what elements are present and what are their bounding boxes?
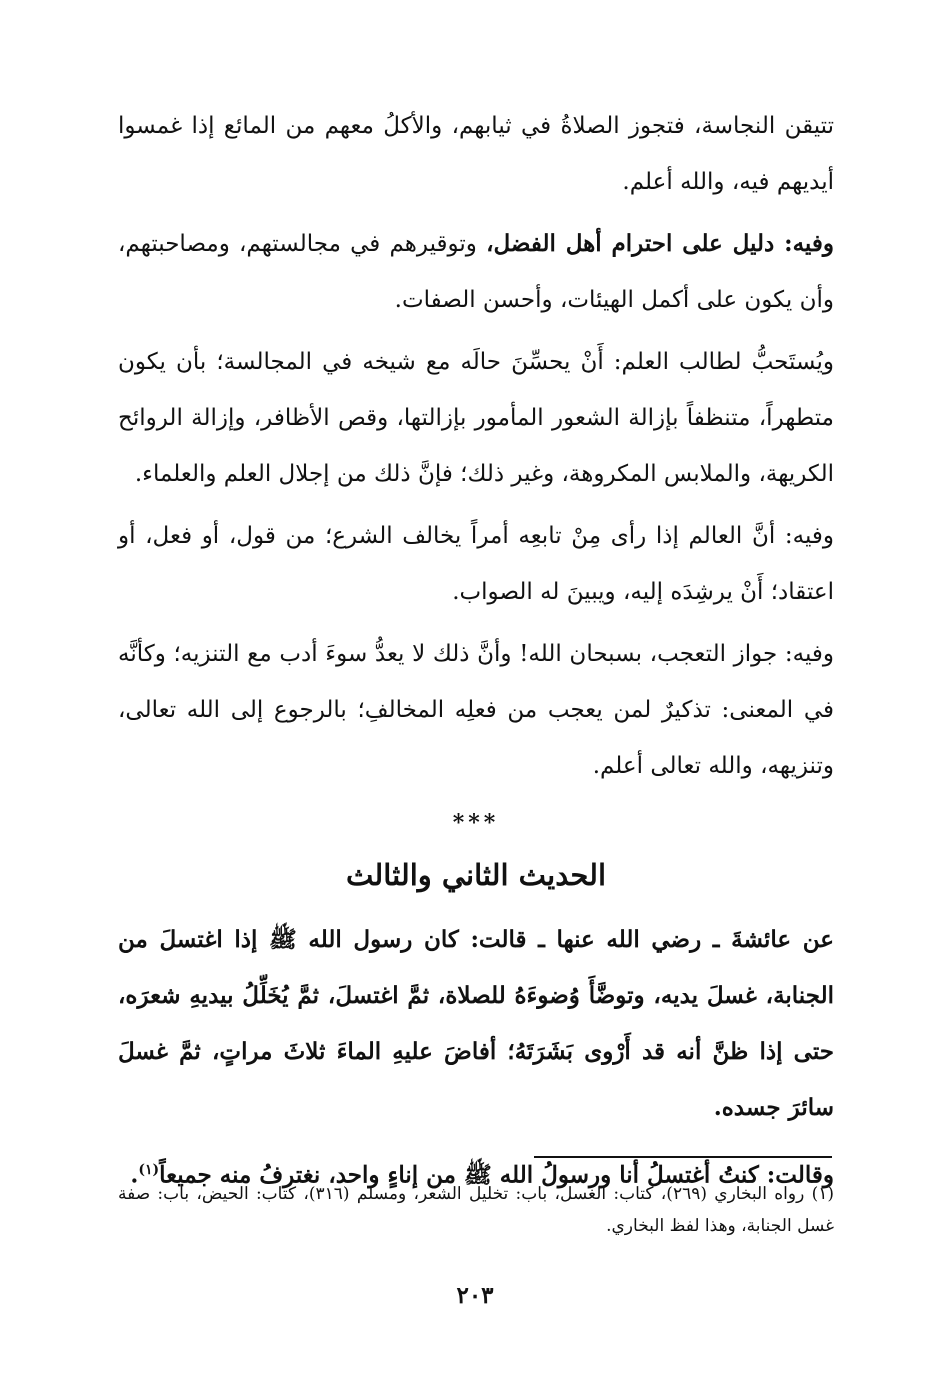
paragraph-4: وفيه: أنَّ العالم إذا رأى مِنْ تابعِه أمراً يخالف الشرع؛ من قول، أو فعل، أو اعتقاد؛ أَنْ يرشِدَه إليه، ويبينَ له الصواب. (118, 523, 834, 605)
paragraph-3: ويُستَحبُّ لطالب العلم: أَنْ يحسِّنَ حالَه مع شيخه في المجالسة؛ بأن يكون متطهراً، متنظفاً بإزالة الشعور المأمور بإزالتها، وقص الأظافر، وإزالة الروائح الكريهة، والملابس المكروهة، وغير ذلك؛ فإنَّ ذلك من إجلال العلم والعلماء. (118, 349, 834, 487)
section-heading: الحديث الثاني والثالث (345, 858, 607, 892)
footnote (118, 1178, 834, 1242)
paragraph-2 (118, 216, 834, 328)
footnote-reference[interactable]: (١) (138, 1162, 160, 1178)
paragraph-2-lead: وفيه: دليل على احترام أهل الفضل، (486, 230, 834, 257)
paragraph-2-text: وتوقيرهم في مجالستهم، ومصاحبتهم، وأن يكون على أكمل الهيئات، وأحسن الصفات. (118, 231, 834, 313)
hadith-paragraph-2-text: وقالت: كنتُ أغتسلُ أنا ورسولُ الله ﷺ من إناءٍ واحد، نغترفُ منه جميعاً (159, 1161, 834, 1189)
section-separator: *** (452, 810, 500, 836)
paragraph-5: وفيه: جواز التعجب، بسبحان الله! وأنَّ ذلك لا يعدُّ سوءَ أدب مع التنزيه؛ وكأنَّه في المعنى: تذكيرٌ لمن يعجب من فعلِه المخالفِ؛ بالرجوع إلى الله تعالى، وتنزيهه، والله تعالى أعلم. (118, 641, 834, 779)
hadith-paragraph-2-tail: . (130, 1161, 139, 1189)
paragraph-1: تتيقن النجاسة، فتجوز الصلاةُ في ثيابهم، والأكلُ معهم من المائع إذا غمسوا أيديهم فيه، والله أعلم. (118, 113, 834, 195)
hadith-paragraph-1: عن عائشةَ ـ رضي الله عنها ـ قالت: كان رسول الله ﷺ إذا اغتسلَ من الجنابة، غسلَ يديه، وتوضَّأَ وُضوءَهُ للصلاة، ثمَّ اغتسلَ، ثمَّ يُخَلِّلُ بيديهِ شعرَه، حتى إذا ظنَّ أنه قد أَرْوى بَشَرَتَهُ؛ أفاضَ عليهِ الماءَ ثلاثَ مراتٍ، ثمَّ غسلَ سائرَ جسده. (118, 926, 834, 1121)
page-body (118, 98, 834, 1210)
footnote-text: رواه البخاري (٢٦٩)، كتاب: الغسل، باب: تخليل الشعر، ومسلم (٣١٦)، كتاب: الحيض، باب: صفة غسل الجنابة، وهذا لفظ البخاري. (118, 1184, 834, 1236)
footnote-number: (١) (811, 1184, 834, 1204)
page-number: ٢٠٣ (456, 1282, 494, 1309)
footnote-divider (534, 1156, 832, 1158)
